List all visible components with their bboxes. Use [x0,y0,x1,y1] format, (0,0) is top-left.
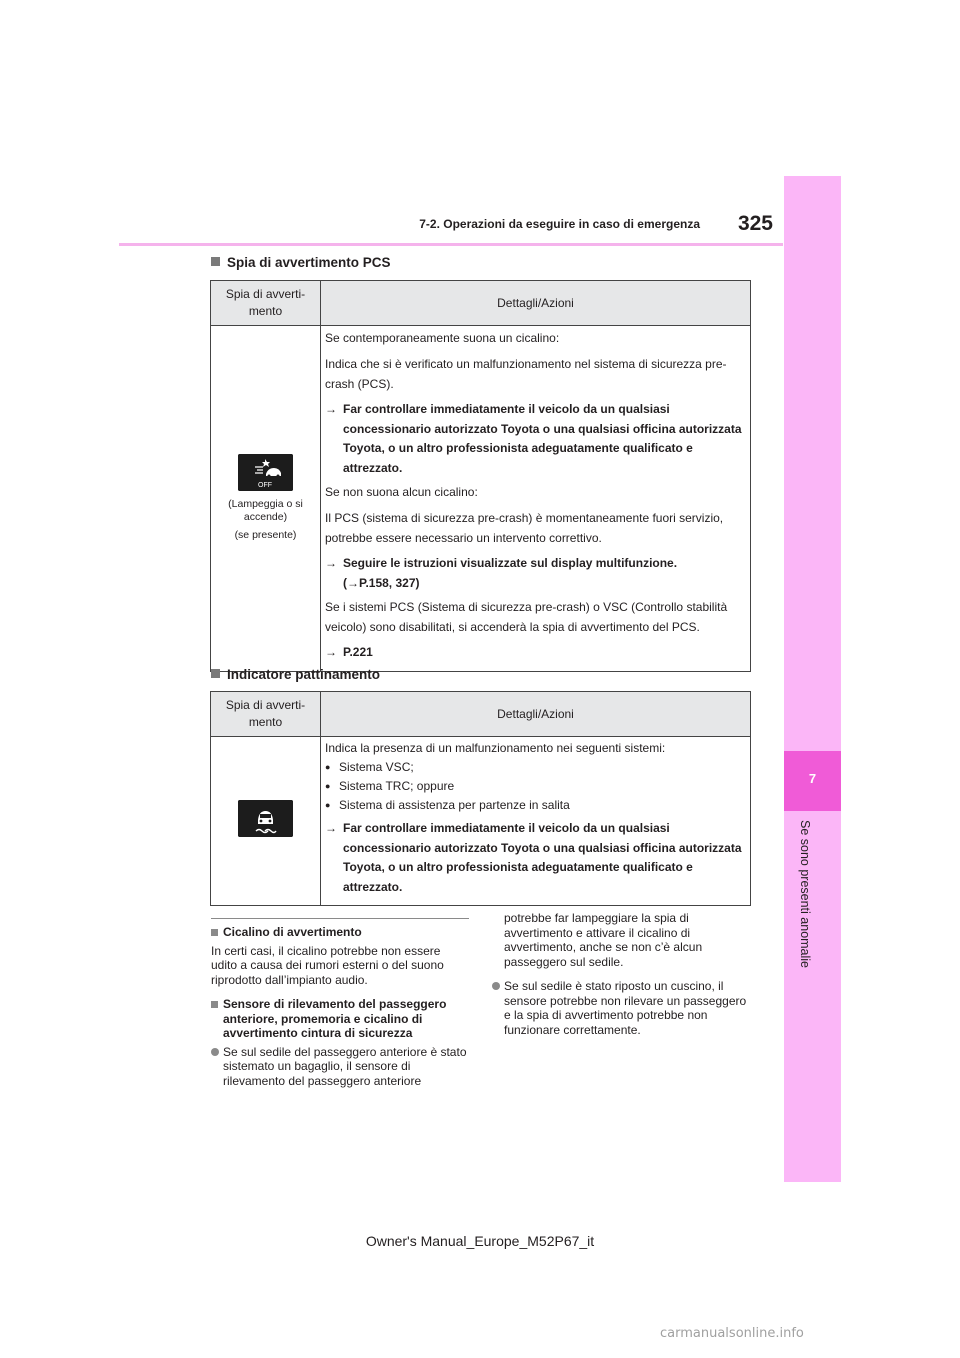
dot-icon [492,979,504,1037]
pcs-warning-table [210,280,751,672]
pcs-off-warning-icon [238,454,293,491]
page-reference-link[interactable]: (→P.158, 327) [343,575,420,590]
chapter-number: 7 [808,771,817,786]
list-item: ● Sistema TRC; oppure [325,777,744,796]
svg-text:OFF: OFF [258,482,272,490]
section-title: 7-2. Operazioni da eseguire in caso di emergenza [419,217,700,231]
details-text: Il PCS (sistema di sicurezza pre-crash) è momentaneamente fuori servizio, potrebbe essere necessario un intervento correttivo. [325,511,724,545]
page-number: 325 [737,212,773,235]
col-header-details: Dettagli/Azioni [321,281,751,326]
info-text: potrebbe far lampeggiare la spia di avvertimento e attivare il cicalino di avvertimento, anche se non c’è alcun passeggero sul sedile. [504,911,703,969]
table-header-row [211,281,751,326]
header-rule [119,243,783,246]
details-cell [321,737,751,906]
details-text: Se contemporaneamente suona un cicalino: [325,331,560,345]
details-text: Se non suona alcun cicalino: [325,485,478,499]
arrow-icon: → [325,556,337,570]
action-item: → Far controllare immediatamente il veicolo da un qualsiasi concessionario autorizzato Toyota o una qualsiasi officina autorizzata Toyota, o un altro professionista adeguatamente qualificato e attrezzato. [325,819,744,897]
chapter-label: Se sono presenti anomalie [798,820,812,969]
arrow-icon: → [325,402,337,416]
square-icon [211,925,223,940]
pcs-section-heading: Spia di avvertimento PCS [211,255,391,270]
slip-warning-table [210,691,751,906]
col-header-light: Spia di avverti- mento [211,281,321,326]
icon-caption: (Lampeggia o si accende) (se presente) [228,498,303,542]
info-text: In certi casi, il cicalino potrebbe non essere udito a causa dei rumori esterni o del suono riprodotto dall’impianto audio. [211,943,444,987]
arrow-icon: → [325,645,337,659]
document-footer: Owner's Manual_Europe_M52P67_it [365,1233,595,1249]
slip-indicator-icon [238,800,293,837]
details-cell [321,326,751,672]
col-header-light: Spia di avverti- mento [211,692,321,737]
action-item: → Far controllare immediatamente il veicolo da un qualsiasi concessionario autorizzato Toyota o una qualsiasi officina autorizzata Toyota, o un altro professionista adeguatamente qualificato e attrezzato. [325,400,744,478]
table-header-row [211,692,751,737]
info-column-right [492,911,750,1047]
action-item: → Seguire le istruzioni visualizzate sul display multifunzione. (→P.158, 327) [325,554,744,593]
section-square-icon [211,257,220,266]
action-item [325,643,744,663]
bullet-icon: ● [325,781,331,791]
details-text: Indica la presenza di un malfunzionamento nei seguenti sistemi: [325,741,666,755]
section-square-icon [211,669,220,678]
page-reference-link[interactable]: P.221 [343,645,373,659]
bullet-icon: ● [325,762,331,772]
list-item: ● Sistema VSC; [325,758,744,777]
arrow-icon: → [325,821,337,835]
details-text: Se i sistemi PCS (Sistema di sicurezza pre-crash) o VSC (Controllo stabilità veicolo) sono disabilitati, si accenderà la spia di avvertimento del PCS. [325,600,728,634]
col-header-details: Dettagli/Azioni [321,692,751,737]
table-row [211,326,751,672]
icon-cell [211,326,321,672]
info-heading: Sensore di rilevamento del passeggero anteriore, promemoria e cicalino di avvertimento cintura di sicurezza [211,997,469,1041]
list-item: ● Sistema di assistenza per partenze in salita [325,796,744,815]
info-divider [211,918,469,919]
icon-cell [211,737,321,906]
watermark: carmanualsonline.info [660,1326,804,1341]
slip-section-heading: Indicatore pattinamento [211,667,380,682]
info-bullet: Se sul sedile è stato riposto un cuscino, il sensore potrebbe non rilevare un passeggero e la spia di avvertimento potrebbe non funzionare correttamente. [492,979,750,1037]
table-row [211,737,751,906]
info-column-left [211,925,469,1098]
chapter-side-tab [784,176,841,1182]
dot-icon [211,1045,223,1089]
info-bullet: Se sul sedile del passeggero anteriore è stato sistemato un bagaglio, il sensore di rilevamento del passeggero anteriore [211,1045,469,1089]
bullet-icon: ● [325,800,331,810]
square-icon [211,997,223,1041]
details-text: Indica che si è verificato un malfunzionamento nel sistema di sicurezza pre-crash (PCS). [325,357,727,391]
info-heading: Cicalino di avvertimento [211,925,469,940]
